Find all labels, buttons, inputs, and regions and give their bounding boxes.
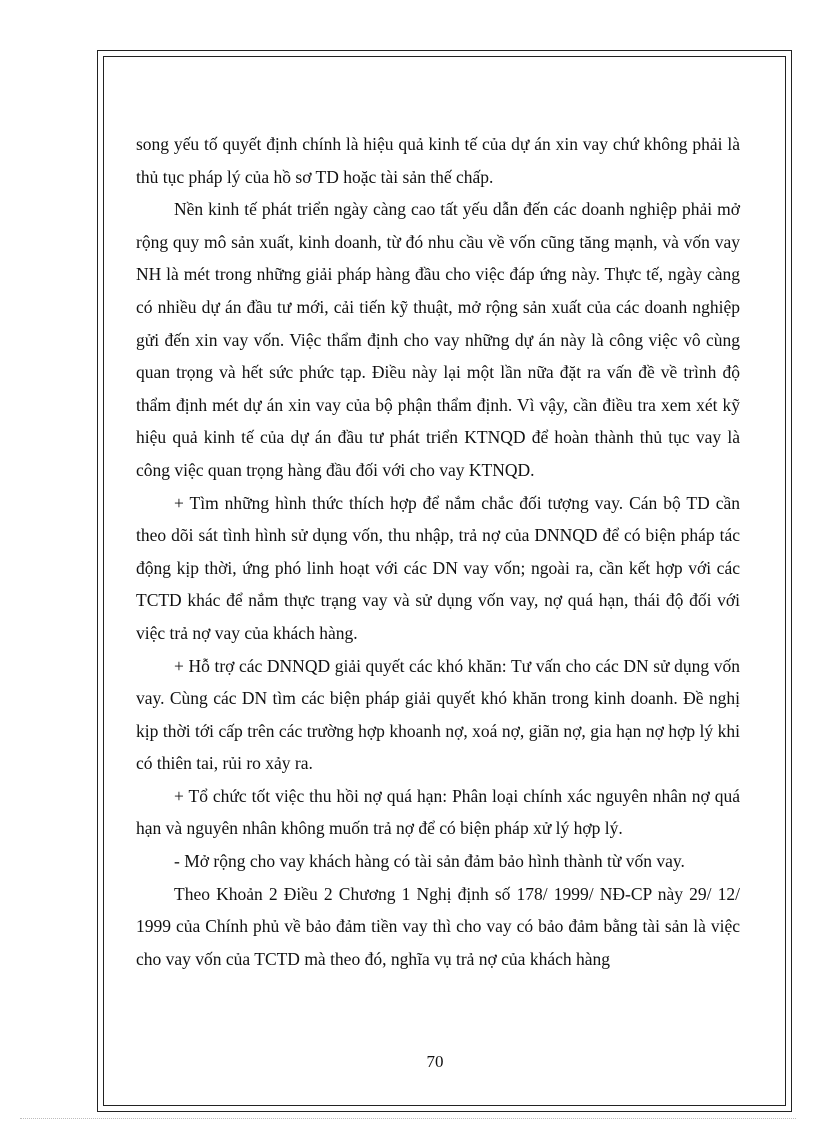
paragraph-overdue-recovery: + Tổ chức tốt việc thu hồi nợ quá hạn: Phân loại chính xác nguyên nhân nợ quá hạn và nguyên nhân không muốn trả nợ để có biện pháp xử lý hợp lý. — [136, 785, 740, 839]
page-number: 70 — [426, 1052, 444, 1071]
paragraph-decree-reference: Theo Khoản 2 Điều 2 Chương 1 Nghị định số 178/ 1999/ NĐ-CP này 29/ 12/ 1999 của Chính phủ về bảo đảm tiền vay thì cho vay có bảo đảm bằng tài sản là việc cho vay vốn của TCTD mà theo đó, nghĩa vụ trả nợ của khách hàng — [136, 883, 740, 969]
paragraph-loan-monitoring: + Tìm những hình thức thích hợp để nắm chắc đối tượng vay. Cán bộ TD cần theo dõi sát tình hình sử dụng vốn, thu nhập, trả nợ của DNNQD để có biện pháp tác động kịp thời, ứng phó linh hoạt với các DN vay vốn; ngoài ra, cần kết hợp với các TCTD khác để nắm thực trạng vay và sử dụng vốn vay, nợ quá hạn, thái độ đối với việc trả nợ vay của khách hàng. — [136, 492, 740, 643]
paragraph-support-enterprises: + Hỗ trợ các DNNQD giải quyết các khó khăn: Tư vấn cho các DN sử dụng vốn vay. Cùng các DN tìm các biện pháp giải quyết khó khăn trong kinh doanh. Đề nghị kịp thời tới cấp trên các trường hợp khoanh nợ, xoá nợ, giãn nợ, gia hạn nợ hợp lý khi có thiên tai, rủi ro xảy ra. — [136, 655, 740, 774]
paragraph-collateral-lending: - Mở rộng cho vay khách hàng có tài sản đảm bảo hình thành từ vốn vay. — [174, 851, 685, 872]
paragraph-economic-development: Nền kinh tế phát triển ngày càng cao tất yếu dẫn đến các doanh nghiệp phải mở rộng quy mô sản xuất, kinh doanh, từ đó nhu cầu về vốn cũng tăng mạnh, và vốn vay NH là mét trong những giải pháp hàng đầu cho việc đáp ứng này. Thực tế, ngày càng có nhiều dự án đầu tư mới, cải tiến kỹ thuật, mở rộng sản xuất của các doanh nghiệp gửi đến xin vay vốn. Việc thẩm định cho vay những dự án này là công việc vô cùng quan trọng và hết sức phức tạp. Điều này lại một lần nữa đặt ra vấn đề về trình độ thẩm định mét dự án xin vay của bộ phận thẩm định. Vì vậy, cần điều tra xem xét kỹ hiệu quả kinh tế của dự án đầu tư phát triển KTNQD để hoàn thành thủ tục vay là công việc quan trọng hàng đầu đối với cho vay KTNQD. — [136, 199, 740, 480]
page-bottom-divider — [20, 1118, 796, 1119]
paragraph-continuation: song yếu tố quyết định chính là hiệu quả kinh tế của dự án xin vay chứ không phải là thủ tục pháp lý của hồ sơ TD hoặc tài sản thế chấp. — [136, 134, 740, 187]
document-body — [136, 128, 740, 975]
